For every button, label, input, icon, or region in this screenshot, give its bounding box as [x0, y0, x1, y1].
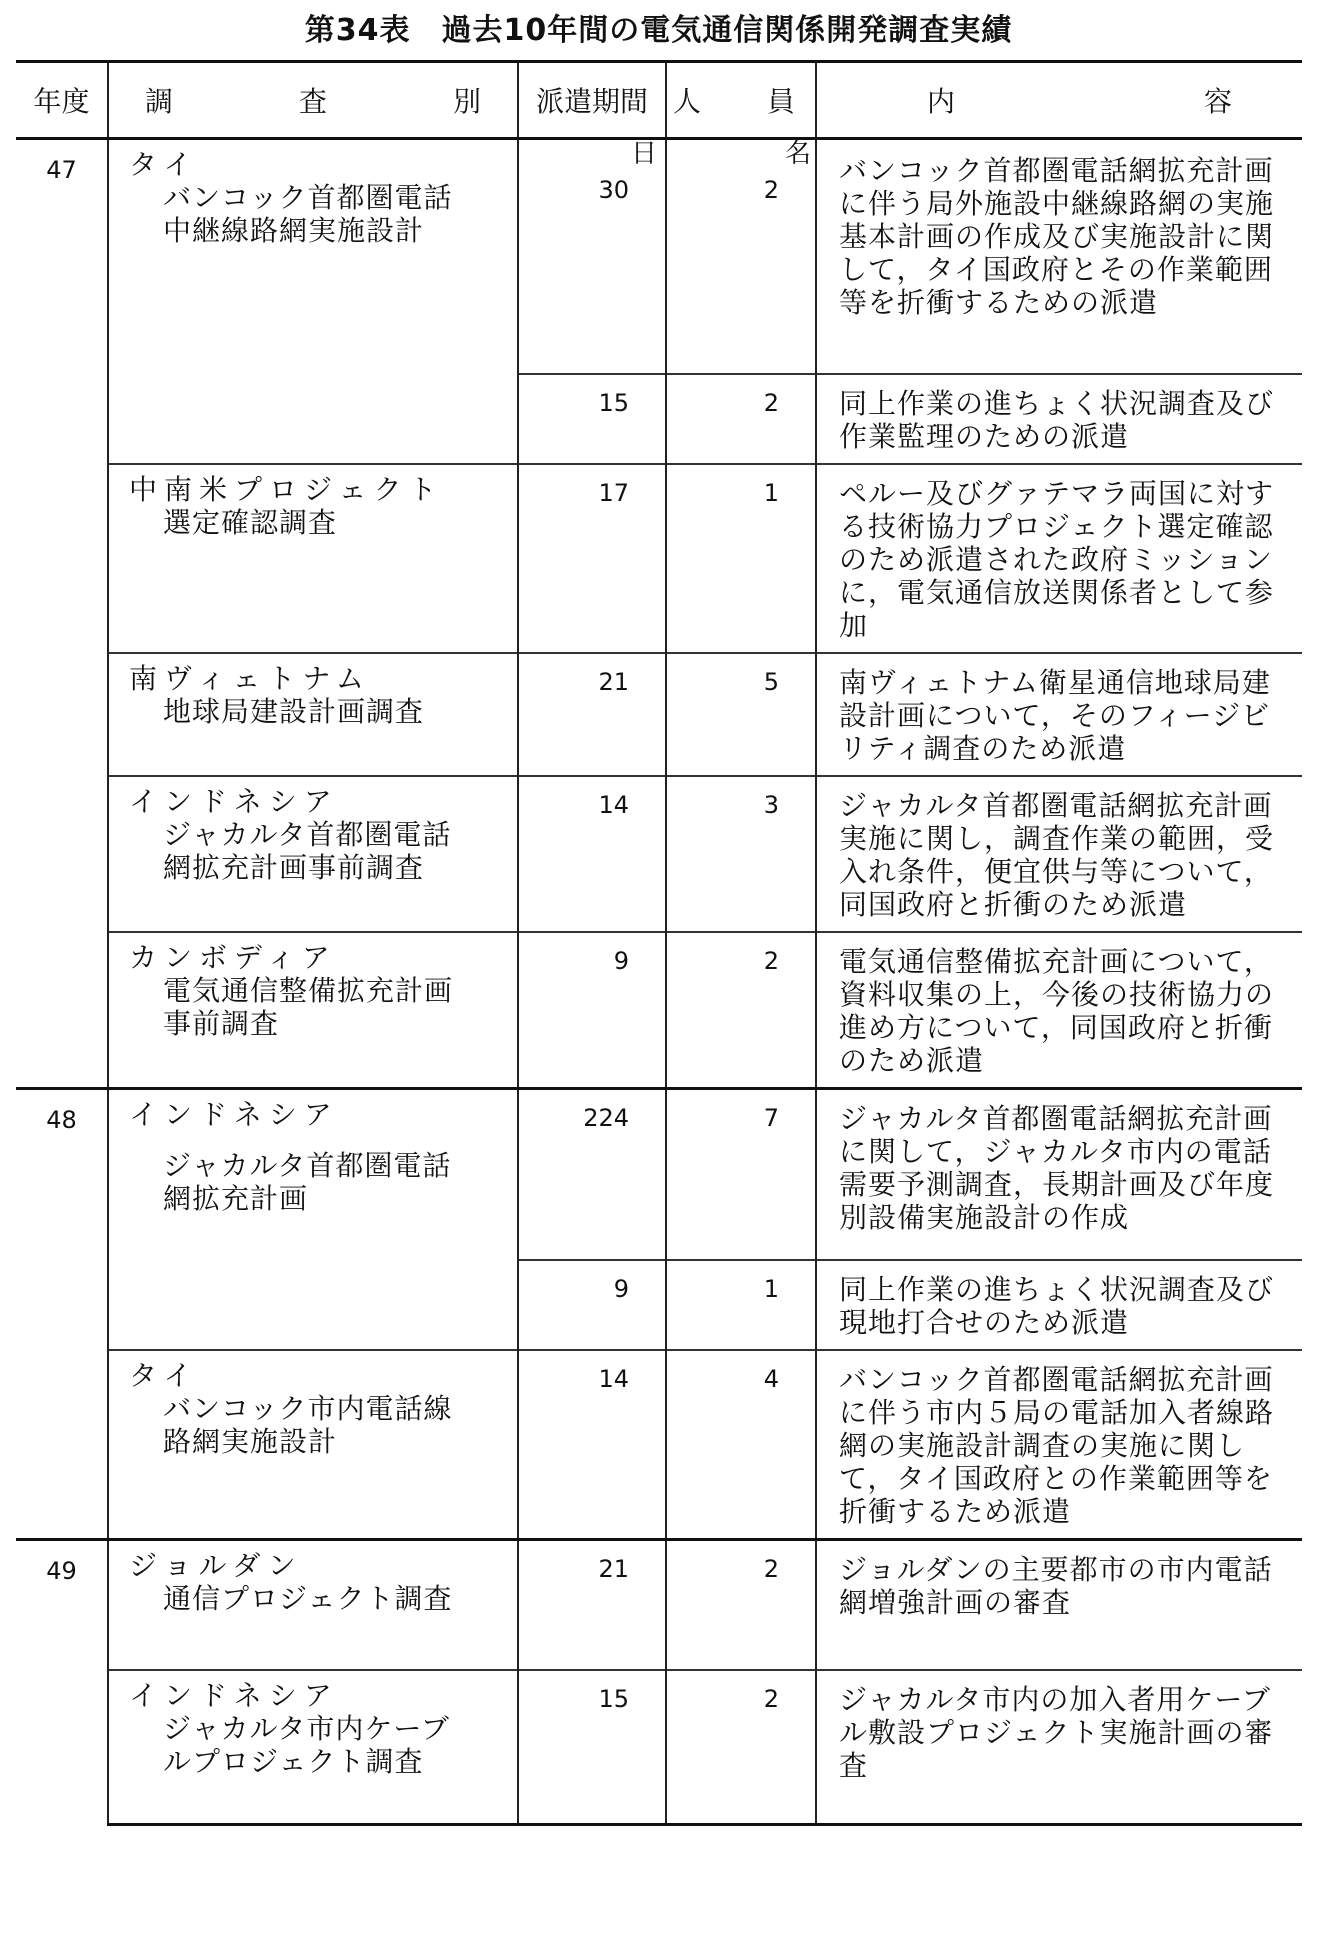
header-content-char: 内 — [927, 85, 956, 118]
survey-name-line: 網拡充計画 — [163, 1181, 309, 1215]
header-persons-char: 員 — [766, 85, 795, 118]
period-cell: 9 — [518, 932, 666, 1089]
survey-country: インドネシア — [129, 1097, 339, 1131]
survey-country: ジョルダン — [129, 1549, 303, 1582]
header-survey — [108, 62, 518, 139]
table-title: 第34表 過去10年間の電気通信関係開発調査実績 — [304, 13, 1013, 48]
content-cell: ジャカルタ首都圏電話網拡充計画に関して，ジャカルタ市内の電話需要予測調査，長期計画及び年度別設備実施設計の作成 — [816, 1088, 1302, 1260]
persons-cell: 2 — [666, 932, 816, 1089]
survey-name-line: バンコック市内電話線 — [163, 1392, 453, 1425]
survey-table — [16, 60, 1302, 1826]
survey-country: タイ — [129, 1359, 199, 1392]
content-cell: ペルー及びグァテマラ両国に対する技術協力プロジェクト選定確認のため派遣された政府ミッションに，電気通信放送関係者として参加 — [816, 464, 1302, 653]
period-cell: 21 — [518, 653, 666, 776]
table-row — [16, 1670, 1302, 1825]
survey-name-line: 路網実施設計 — [163, 1425, 338, 1458]
persons-cell: 7 — [666, 1088, 816, 1260]
period-cell: 15 — [518, 374, 666, 464]
table-row — [16, 932, 1302, 1089]
survey-country: 中南米プロジェクト — [129, 472, 444, 506]
survey-country: インドネシア — [129, 784, 339, 818]
survey-cell — [108, 1670, 518, 1825]
header-persons — [666, 62, 816, 139]
content-cell: バンコック首都圏電話網拡充計画に伴う市内５局の電話加入者線路網の実施設計調査の実施に関して，タイ国政府との作業範囲等を折衝するため派遣 — [816, 1350, 1302, 1540]
header-persons-char: 人 — [673, 85, 702, 118]
content-cell: ジョルダンの主要都市の市内電話網増強計画の審査 — [816, 1540, 1302, 1670]
survey-cell — [108, 1540, 518, 1670]
period-cell — [518, 139, 666, 374]
survey-cell — [108, 776, 518, 932]
persons-cell: 1 — [666, 464, 816, 653]
period-cell: 14 — [518, 776, 666, 932]
table-row — [16, 653, 1302, 776]
content-cell: 南ヴィェトナム衛星通信地球局建設計画について，そのフィージビリティ調査のため派遣 — [816, 653, 1302, 776]
table-row — [16, 139, 1302, 374]
survey-name-line: バンコック首都圏電話 — [163, 181, 453, 214]
table-row — [16, 1350, 1302, 1540]
survey-cell — [108, 1350, 518, 1540]
survey-name-line: ジャカルタ首都圏電話 — [163, 817, 452, 851]
table-row — [16, 776, 1302, 932]
survey-country: カンボディア — [129, 940, 337, 974]
content-cell: バンコック首都圏電話網拡充計画に伴う局外施設中継線路網の実施基本計画の作成及び実施設計に関して，タイ国政府とその作業範囲等を折衝するための派遣 — [816, 139, 1302, 374]
survey-country: 南ヴィェトナム — [129, 661, 371, 695]
persons-cell: 5 — [666, 653, 816, 776]
header-content-char: 容 — [1203, 85, 1232, 118]
period-cell: 224 — [518, 1088, 666, 1260]
survey-cell — [108, 1088, 518, 1350]
survey-name-line: 事前調査 — [163, 1006, 280, 1040]
content-cell: 電気通信整備拡充計画について，資料収集の上，今後の技術協力の進め方について，同国政府と折衝のため派遣 — [816, 932, 1302, 1089]
survey-country: インドネシア — [129, 1678, 339, 1712]
header-survey-char: 別 — [452, 85, 481, 118]
table-row — [16, 1540, 1302, 1670]
period-cell: 9 — [518, 1260, 666, 1350]
survey-name-line: ジャカルタ首都圏電話 — [163, 1148, 452, 1182]
survey-cell — [108, 653, 518, 776]
header-period: 派遣期間 — [518, 62, 666, 139]
survey-name-line: ルプロジェクト調査 — [163, 1744, 424, 1778]
survey-cell — [108, 932, 518, 1089]
period-value: 30 — [598, 176, 629, 204]
year-cell: 48 — [16, 1088, 108, 1540]
persons-cell: 2 — [666, 1670, 816, 1825]
year-cell: 47 — [16, 139, 108, 1089]
table-row — [16, 1088, 1302, 1260]
content-cell: 同上作業の進ちょく状況調査及び作業監理のための派遣 — [816, 374, 1302, 464]
survey-name-line: 網拡充計画事前調査 — [163, 850, 425, 884]
persons-value: 2 — [763, 176, 779, 204]
persons-cell: 2 — [666, 1540, 816, 1670]
survey-cell — [108, 464, 518, 653]
content-cell: ジャカルタ市内の加入者用ケーブル敷設プロジェクト実施計画の審査 — [816, 1670, 1302, 1825]
period-cell: 14 — [518, 1350, 666, 1540]
header-content — [816, 62, 1302, 139]
days-unit: 日 — [630, 139, 657, 169]
survey-country: タイ — [129, 148, 199, 181]
period-cell: 15 — [518, 1670, 666, 1825]
persons-cell: 2 — [666, 374, 816, 464]
content-cell: ジャカルタ首都圏電話網拡充計画実施に関し，調査作業の範囲，受入れ条件，便宜供与等について，同国政府と折衝のため派遣 — [816, 776, 1302, 932]
survey-name-line: 選定確認調査 — [163, 505, 338, 539]
survey-name-line: 電気通信整備拡充計画 — [163, 973, 454, 1007]
header-survey-char: 調 — [145, 85, 174, 118]
persons-cell — [666, 139, 816, 374]
content-cell: 同上作業の進ちょく状況調査及び現地打合せのため派遣 — [816, 1260, 1302, 1350]
persons-cell: 1 — [666, 1260, 816, 1350]
table-row — [16, 464, 1302, 653]
year-cell: 49 — [16, 1540, 108, 1825]
survey-name-line: 通信プロジェクト調査 — [163, 1582, 453, 1615]
persons-cell: 4 — [666, 1350, 816, 1540]
survey-name-line: ジャカルタ市内ケーブ — [163, 1711, 450, 1745]
period-cell: 21 — [518, 1540, 666, 1670]
survey-name-line: 中継線路網実施設計 — [163, 214, 425, 247]
persons-unit: 名 — [784, 139, 811, 169]
header-year: 年度 — [16, 62, 108, 139]
header-survey-char: 査 — [298, 85, 327, 118]
persons-cell: 3 — [666, 776, 816, 932]
survey-name-line: 地球局建設計画調査 — [163, 694, 425, 728]
header-row — [16, 62, 1302, 139]
period-cell: 17 — [518, 464, 666, 653]
survey-cell — [108, 139, 518, 464]
